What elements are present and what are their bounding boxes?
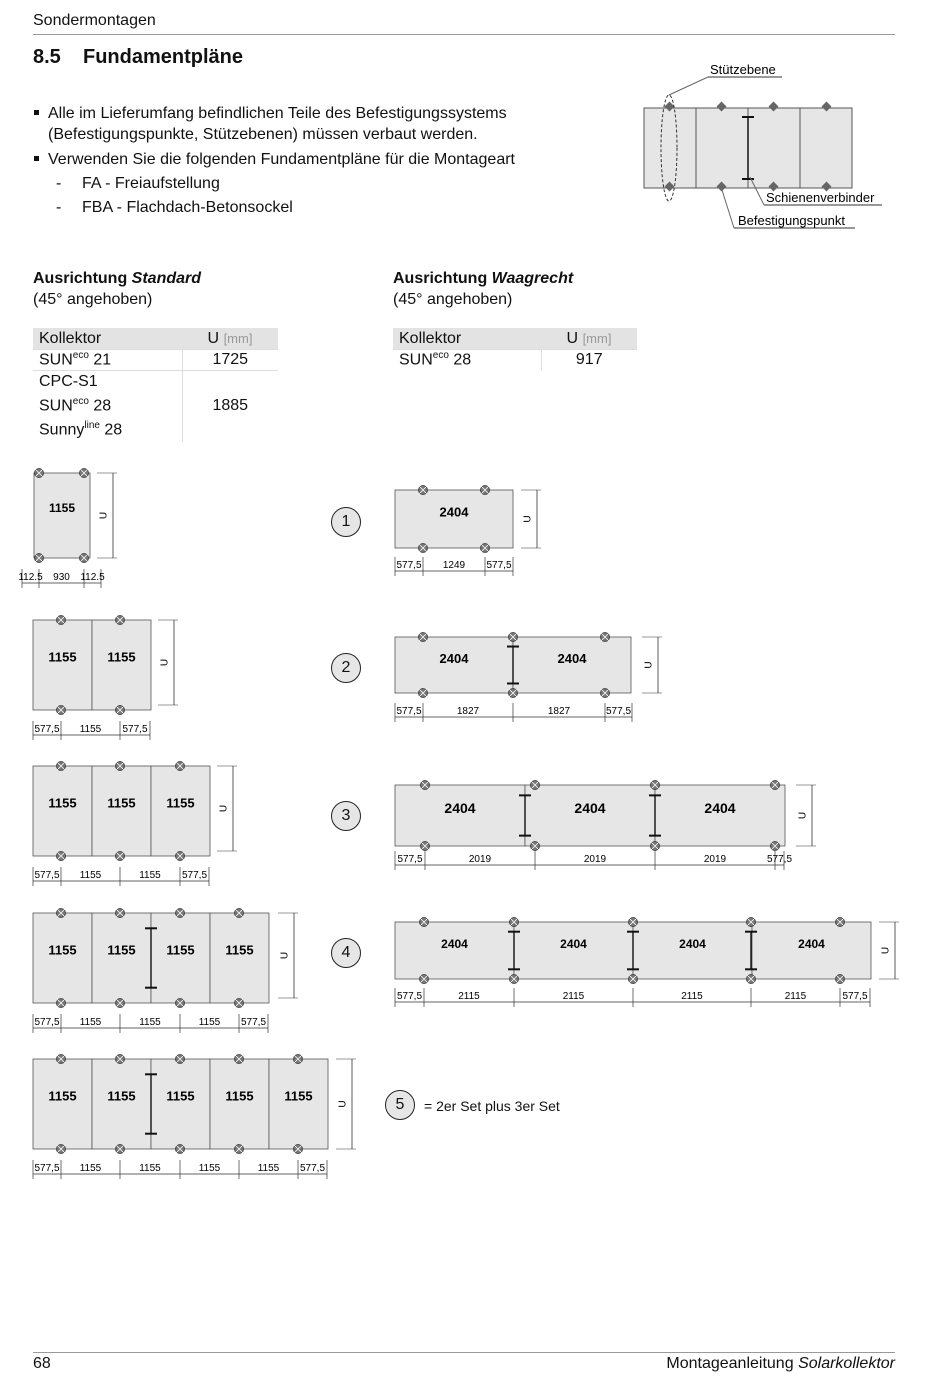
dimension-label: 1827 xyxy=(456,706,480,717)
dimension-label: 577,5 xyxy=(605,706,632,717)
u-dimension-label: U xyxy=(279,951,291,960)
collector-panel xyxy=(92,1059,151,1149)
legend-fixing-point: Befestigungspunkt xyxy=(738,213,845,228)
dimension-label: 2019 xyxy=(583,854,607,865)
orientation-waagrecht-heading: Ausrichtung Waagrecht (45° angehoben) xyxy=(393,270,574,308)
dimension-label: 577,5 xyxy=(240,1017,267,1028)
collector-width-label: 1155 xyxy=(48,1088,77,1104)
collector-panel xyxy=(151,913,210,1003)
u-dimension-label: U xyxy=(880,946,892,955)
col-collector: Kollektor xyxy=(393,328,541,350)
section-header: Sondermontagen xyxy=(33,12,156,29)
collector-width-label: 2404 xyxy=(444,800,476,817)
dimension-label: 2115 xyxy=(784,991,807,1002)
section-number: 8.5 xyxy=(33,46,61,68)
dimension-label: 930 xyxy=(53,572,70,583)
dimension-label: 2115 xyxy=(458,991,480,1002)
collector-width-label: 1155 xyxy=(166,1088,195,1104)
collector-width-label: 1155 xyxy=(225,1088,254,1104)
col-u: U [mm] xyxy=(182,328,278,350)
footer-rule xyxy=(33,1352,895,1353)
collector-panel xyxy=(210,913,269,1003)
collector-width-label: 2404 xyxy=(574,800,606,817)
u-dimension-label: U xyxy=(522,515,534,523)
collector-width-label: 1155 xyxy=(284,1088,313,1104)
dimension-label: 2019 xyxy=(468,854,492,865)
dimension-label: 577,5 xyxy=(122,724,148,735)
document-title: Montageanleitung Solarkollektor xyxy=(666,1355,895,1372)
dimension-label: 1155 xyxy=(257,1163,280,1174)
set-badge-2: 2 xyxy=(331,653,361,683)
legend-support-plane: Stützebene xyxy=(710,62,776,77)
table-row: $SUN^{eco}$ 28 917 xyxy=(393,350,637,371)
collector-width-label: 2404 xyxy=(798,937,825,952)
dimension-label: 577,5 xyxy=(181,870,208,881)
set-badge-5: 5 xyxy=(385,1090,415,1120)
collector-width-label: 1155 xyxy=(166,795,195,811)
set-badge-3: 3 xyxy=(331,801,361,831)
dimension-label: 1827 xyxy=(547,706,571,717)
table-row: CPC-S1 $SUN^{eco}$ 28 Sunny$^{line}$ 28 1885 xyxy=(33,371,278,442)
dimension-label: 2115 xyxy=(681,991,703,1002)
col-u: U [mm] xyxy=(541,328,637,350)
collector-width-label: 1155 xyxy=(48,942,77,958)
collector-panel xyxy=(151,1059,210,1149)
col-collector: Kollektor xyxy=(33,328,182,350)
collector-panel xyxy=(269,1059,328,1149)
collector-width-label: 2404 xyxy=(439,504,469,520)
collector-width-label: 2404 xyxy=(560,937,587,952)
dimension-label: 2019 xyxy=(703,854,727,865)
u-dimension-label: U xyxy=(98,511,110,520)
collector-width-label: 1155 xyxy=(107,795,136,811)
dimension-label: 577,5 xyxy=(842,991,868,1002)
collector-width-label: 1155 xyxy=(107,649,136,665)
collector-width-label: 2404 xyxy=(557,650,587,666)
collector-panel xyxy=(92,766,151,856)
dimension-label: 2115 xyxy=(562,991,585,1002)
section-title: Fundamentpläne xyxy=(83,46,244,68)
dimension-label: 577,5 xyxy=(34,1017,60,1028)
collector-width-label: 1155 xyxy=(107,1088,136,1104)
dimension-label: 1155 xyxy=(79,870,102,881)
collector-panel xyxy=(33,766,92,856)
set-badge-4: 4 xyxy=(331,938,361,968)
set5-note: = 2er Set plus 3er Set xyxy=(424,1098,560,1114)
dimension-label: 577,5 xyxy=(486,560,512,571)
legend-rail-connector: Schienenverbinder xyxy=(766,190,875,205)
collector-panel xyxy=(34,473,90,558)
list-item: Alle im Lieferumfang befindlichen Teile des Befestigungssystems (Befestigungspunkte, Stützebenen) müssen verbaut werden. xyxy=(33,103,633,145)
dimension-label: 1249 xyxy=(442,560,466,571)
mounting-type-fba: - FBA - Flachdach-Betonsockel xyxy=(56,199,293,216)
dimension-label: 577,5 xyxy=(34,1163,60,1174)
dimension-label: 1155 xyxy=(79,1017,102,1028)
mounting-type-fa: - FA - Freiaufstellung xyxy=(56,175,220,192)
collector-panel xyxy=(92,620,151,710)
orientation-standard-heading: Ausrichtung Standard (45° angehoben) xyxy=(33,270,202,308)
page-number: 68 xyxy=(33,1355,51,1372)
collector-width-label: 1155 xyxy=(166,942,195,958)
u-dimension-label: U xyxy=(218,804,230,813)
collector-panel xyxy=(33,913,92,1003)
dimension-label: 577,5 xyxy=(34,870,60,881)
dimension-label: 1155 xyxy=(198,1163,221,1174)
collector-width-label: 1155 xyxy=(225,942,254,958)
collector-panel xyxy=(210,1059,269,1149)
table-row: $SUN^{eco}$ 21 1725 xyxy=(33,350,278,371)
collector-width-label: 2404 xyxy=(704,800,736,817)
collector-panel xyxy=(33,620,92,710)
dimension-label: 577,5 xyxy=(766,854,793,865)
dimension-label: 577,5 xyxy=(396,706,422,717)
collector-width-label: 1155 xyxy=(107,942,136,958)
dimension-label: 1155 xyxy=(139,870,161,881)
collector-width-label: 2404 xyxy=(679,937,706,952)
collector-panel xyxy=(33,1059,92,1149)
collector-panel xyxy=(92,913,151,1003)
list-item: Verwenden Sie die folgenden Fundamentpläne für die Montageart xyxy=(33,149,633,170)
dimension-label: 577,5 xyxy=(299,1163,326,1174)
dimension-label: 112.5 xyxy=(80,572,105,583)
dimension-label: 1155 xyxy=(79,1163,102,1174)
dimension-label: 1155 xyxy=(79,724,102,735)
dimension-label: 577,5 xyxy=(396,991,423,1002)
collector-width-label: 2404 xyxy=(441,937,468,952)
collector-width-label: 1155 xyxy=(48,795,77,811)
collector-panel xyxy=(151,766,210,856)
dimension-label: 577,5 xyxy=(34,724,60,735)
dimension-label: 112.5 xyxy=(18,572,43,583)
dimension-label: 577,5 xyxy=(397,854,423,865)
collector-width-label: 1155 xyxy=(48,501,76,516)
u-dimension-label: U xyxy=(797,811,809,820)
u-dimension-label: U xyxy=(643,661,655,669)
u-dimension-label: U xyxy=(337,1100,349,1108)
u-dimension-label: U xyxy=(159,658,171,667)
dimension-label: 1155 xyxy=(139,1163,161,1174)
dimension-label: 1155 xyxy=(139,1017,161,1028)
collector-width-label: 2404 xyxy=(439,650,469,666)
dimension-label: 1155 xyxy=(198,1017,221,1028)
collector-width-label: 1155 xyxy=(48,649,77,665)
set-badge-1: 1 xyxy=(331,507,361,537)
dimension-label: 577,5 xyxy=(396,560,422,571)
